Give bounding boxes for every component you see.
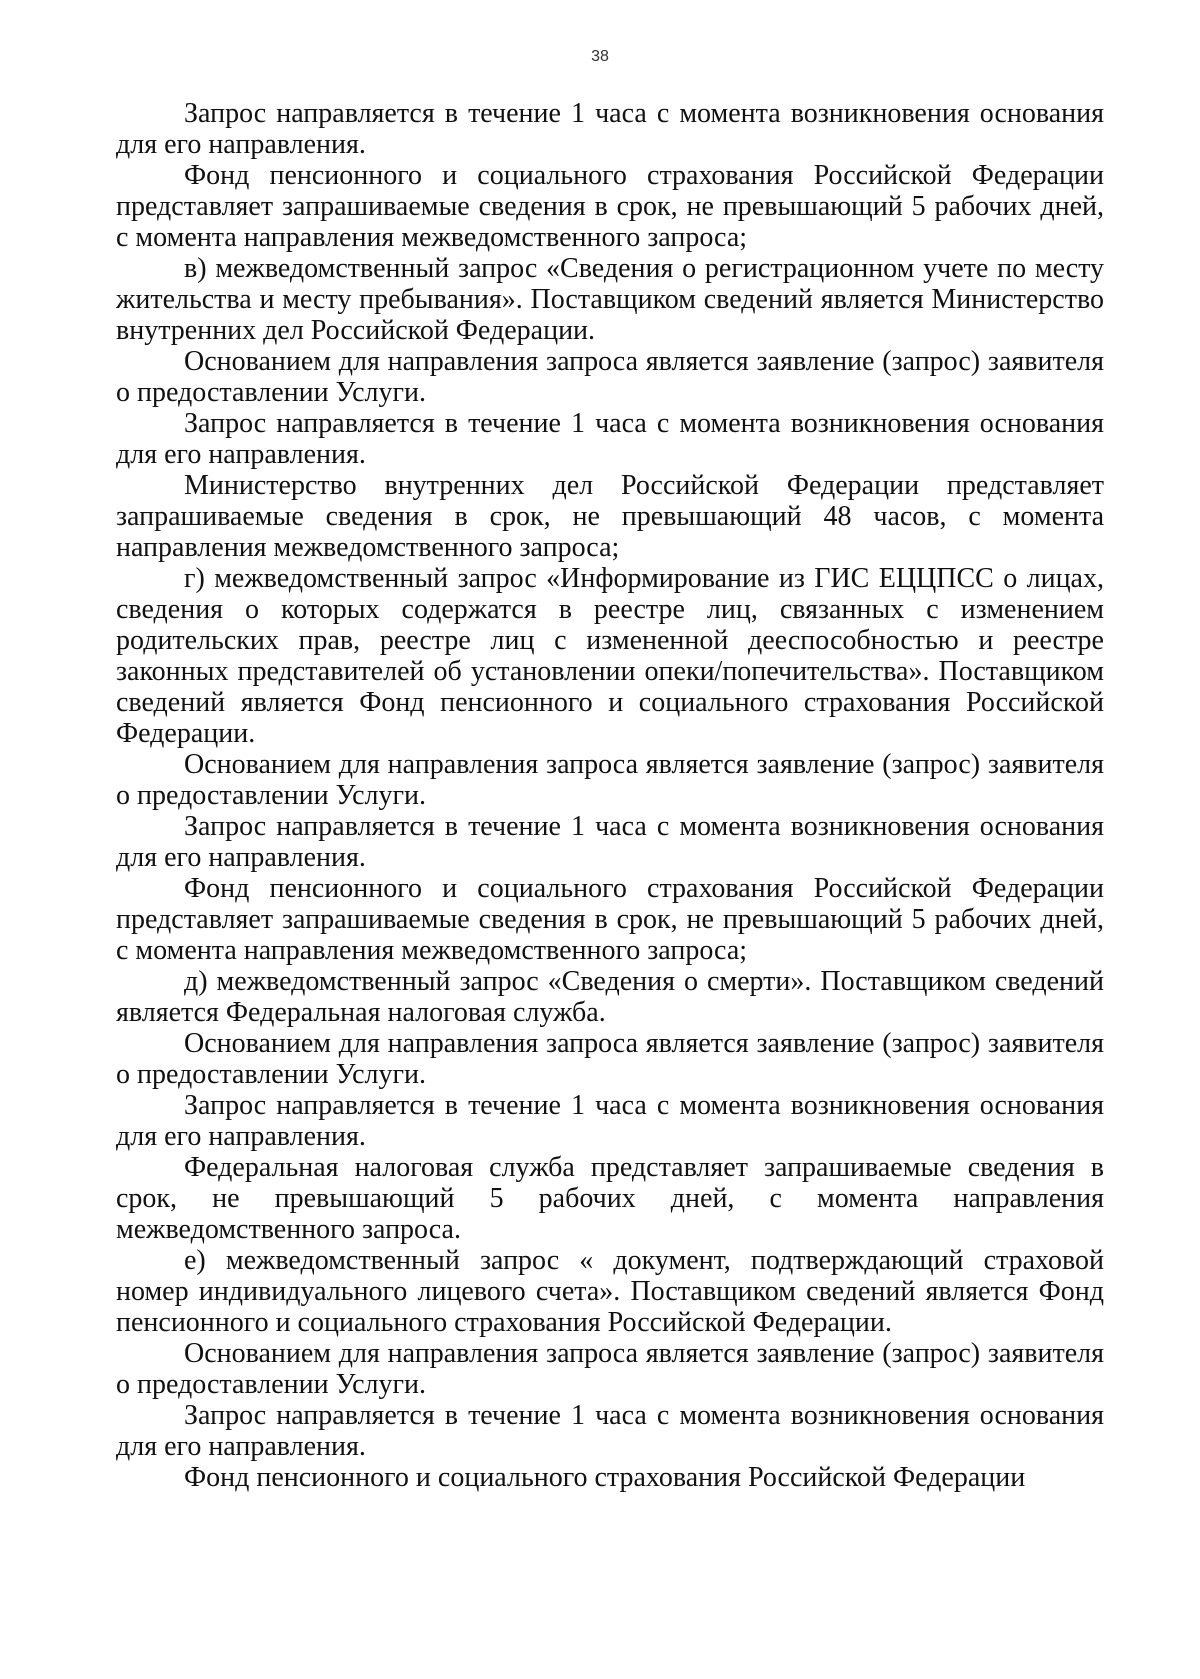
- page-number: 38: [591, 48, 609, 65]
- paragraph: Основанием для направления запроса является заявление (запрос) заявителя о предоставлении Услуги.: [116, 1338, 1104, 1400]
- paragraph: Основанием для направления запроса является заявление (запрос) заявителя о предоставлении Услуги.: [116, 1028, 1104, 1090]
- paragraph: Фонд пенсионного и социального страхования Российской Федерации представляет запрашиваемые сведения в срок, не превышающий 5 рабочих дней, с момента направления межведомственного запроса;: [116, 873, 1104, 966]
- paragraph: Запрос направляется в течение 1 часа с момента возникновения основания для его направления.: [116, 98, 1104, 160]
- paragraph: Министерство внутренних дел Российской Федерации представляет запрашиваемые сведения в срок, не превышающий 48 часов, с момента направления межведомственного запроса;: [116, 470, 1104, 563]
- paragraph: д) межведомственный запрос «Сведения о смерти». Поставщиком сведений является Федеральная налоговая служба.: [116, 966, 1104, 1028]
- paragraph: е) межведомственный запрос « документ, подтверждающий страховой номер индивидуального лицевого счета». Поставщиком сведений является Фонд пенсионного и социального страхования Российской Федерации.: [116, 1245, 1104, 1338]
- paragraph: Запрос направляется в течение 1 часа с момента возникновения основания для его направления.: [116, 1400, 1104, 1462]
- paragraph: в) межведомственный запрос «Сведения о регистрационном учете по месту жительства и месту пребывания». Поставщиком сведений является Министерство внутренних дел Российской Федерации.: [116, 253, 1104, 346]
- paragraph: Запрос направляется в течение 1 часа с момента возникновения основания для его направления.: [116, 811, 1104, 873]
- paragraph: Фонд пенсионного и социального страхования Российской Федерации: [184, 1462, 1026, 1493]
- paragraph: Фонд пенсионного и социального страхования Российской Федерации представляет запрашиваемые сведения в срок, не превышающий 5 рабочих дней, с момента направления межведомственного запроса;: [116, 160, 1104, 253]
- paragraph: Запрос направляется в течение 1 часа с момента возникновения основания для его направления.: [116, 408, 1104, 470]
- paragraph: Федеральная налоговая служба представляет запрашиваемые сведения в срок, не превышающий 5 рабочих дней, с момента направления межведомственного запроса.: [116, 1152, 1104, 1245]
- paragraph: Основанием для направления запроса является заявление (запрос) заявителя о предоставлении Услуги.: [116, 346, 1104, 408]
- document-body: [116, 98, 1104, 1493]
- paragraph: Запрос направляется в течение 1 часа с момента возникновения основания для его направления.: [116, 1090, 1104, 1152]
- paragraph: г) межведомственный запрос «Информирование из ГИС ЕЦЦПСС о лицах, сведения о которых содержатся в реестре лиц, связанных с изменением родительских прав, реестре лиц с измененной дееспособностью и реестре законных представителей об установлении опеки/попечительства». Поставщиком сведений является Фонд пенсионного и социального страхования Российской Федерации.: [116, 563, 1104, 749]
- paragraph: Основанием для направления запроса является заявление (запрос) заявителя о предоставлении Услуги.: [116, 749, 1104, 811]
